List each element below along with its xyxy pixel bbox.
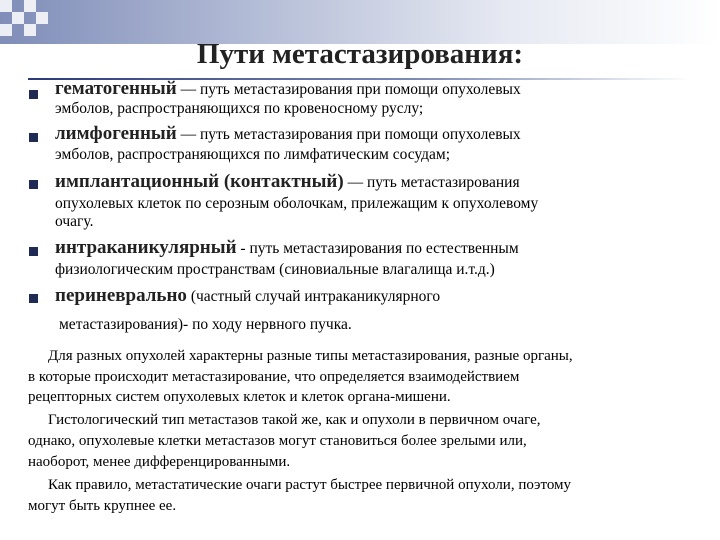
paragraph-line: Гистологический тип метастазов такой же, как и опухоли в первичном очаге, — [48, 412, 541, 428]
bullet-text: — путь метастазирования при помощи опухолевых — [176, 81, 521, 98]
square-bullet-icon — [29, 247, 38, 256]
bullet-term: интраканикулярный — [55, 237, 237, 258]
bullet-continuation: очагу. — [55, 213, 94, 230]
bullet-term: имплантационный (контактный) — [55, 171, 344, 192]
bullet-text: - путь метастазирования по естественным — [236, 240, 519, 257]
paragraph-line: однако, опухолевые клетки метастазов могут становиться более зрелыми или, — [28, 433, 527, 449]
square-bullet-icon — [29, 133, 38, 142]
paragraph-line: Для разных опухолей характерны разные типы метастазирования, разные органы, — [48, 348, 573, 364]
square-bullet-icon — [29, 90, 38, 99]
paragraph-line: в которые происходит метастазирование, что определяется взаимодействием — [28, 369, 520, 385]
paragraph-line: рецепторных систем опухолевых клеток и клеток органа-мишени. — [28, 389, 451, 405]
bullet-continuation: физиологическим пространствам (синовиальные влагалища и.т.д.) — [55, 261, 495, 278]
bullet-continuation: эмболов, распространяющихся по лимфатическим сосудам; — [55, 146, 451, 163]
square-bullet-icon — [29, 294, 38, 303]
bullet-term: лимфогенный — [55, 123, 177, 144]
bullet-text: (частный случай интраканикулярного — [186, 288, 441, 305]
paragraph-line: Как правило, метастатические очаги растут быстрее первичной опухоли, поэтому — [48, 477, 572, 493]
bullet-continuation: метастазирования)- по ходу нервного пучка. — [59, 316, 352, 333]
bullet-term: периневрально — [55, 285, 187, 306]
bullet-continuation: опухолевых клеток по серозным оболочкам, прилежащим к опухолевому — [55, 195, 539, 212]
bullet-continuation: эмболов, распространяющихся по кровеносному руслу; — [55, 100, 424, 117]
bullet-term: гематогенный — [55, 78, 177, 99]
bullet-text: — путь метастазирования при помощи опухолевых — [176, 126, 521, 143]
bullet-text: — путь метастазирования — [343, 174, 520, 191]
paragraph-line: могут быть крупнее ее. — [28, 498, 177, 514]
paragraph-line: наоборот, менее дифференцированными. — [28, 454, 291, 470]
square-bullet-icon — [29, 180, 38, 189]
slide-title: Пути метастазирования: — [196, 38, 524, 70]
